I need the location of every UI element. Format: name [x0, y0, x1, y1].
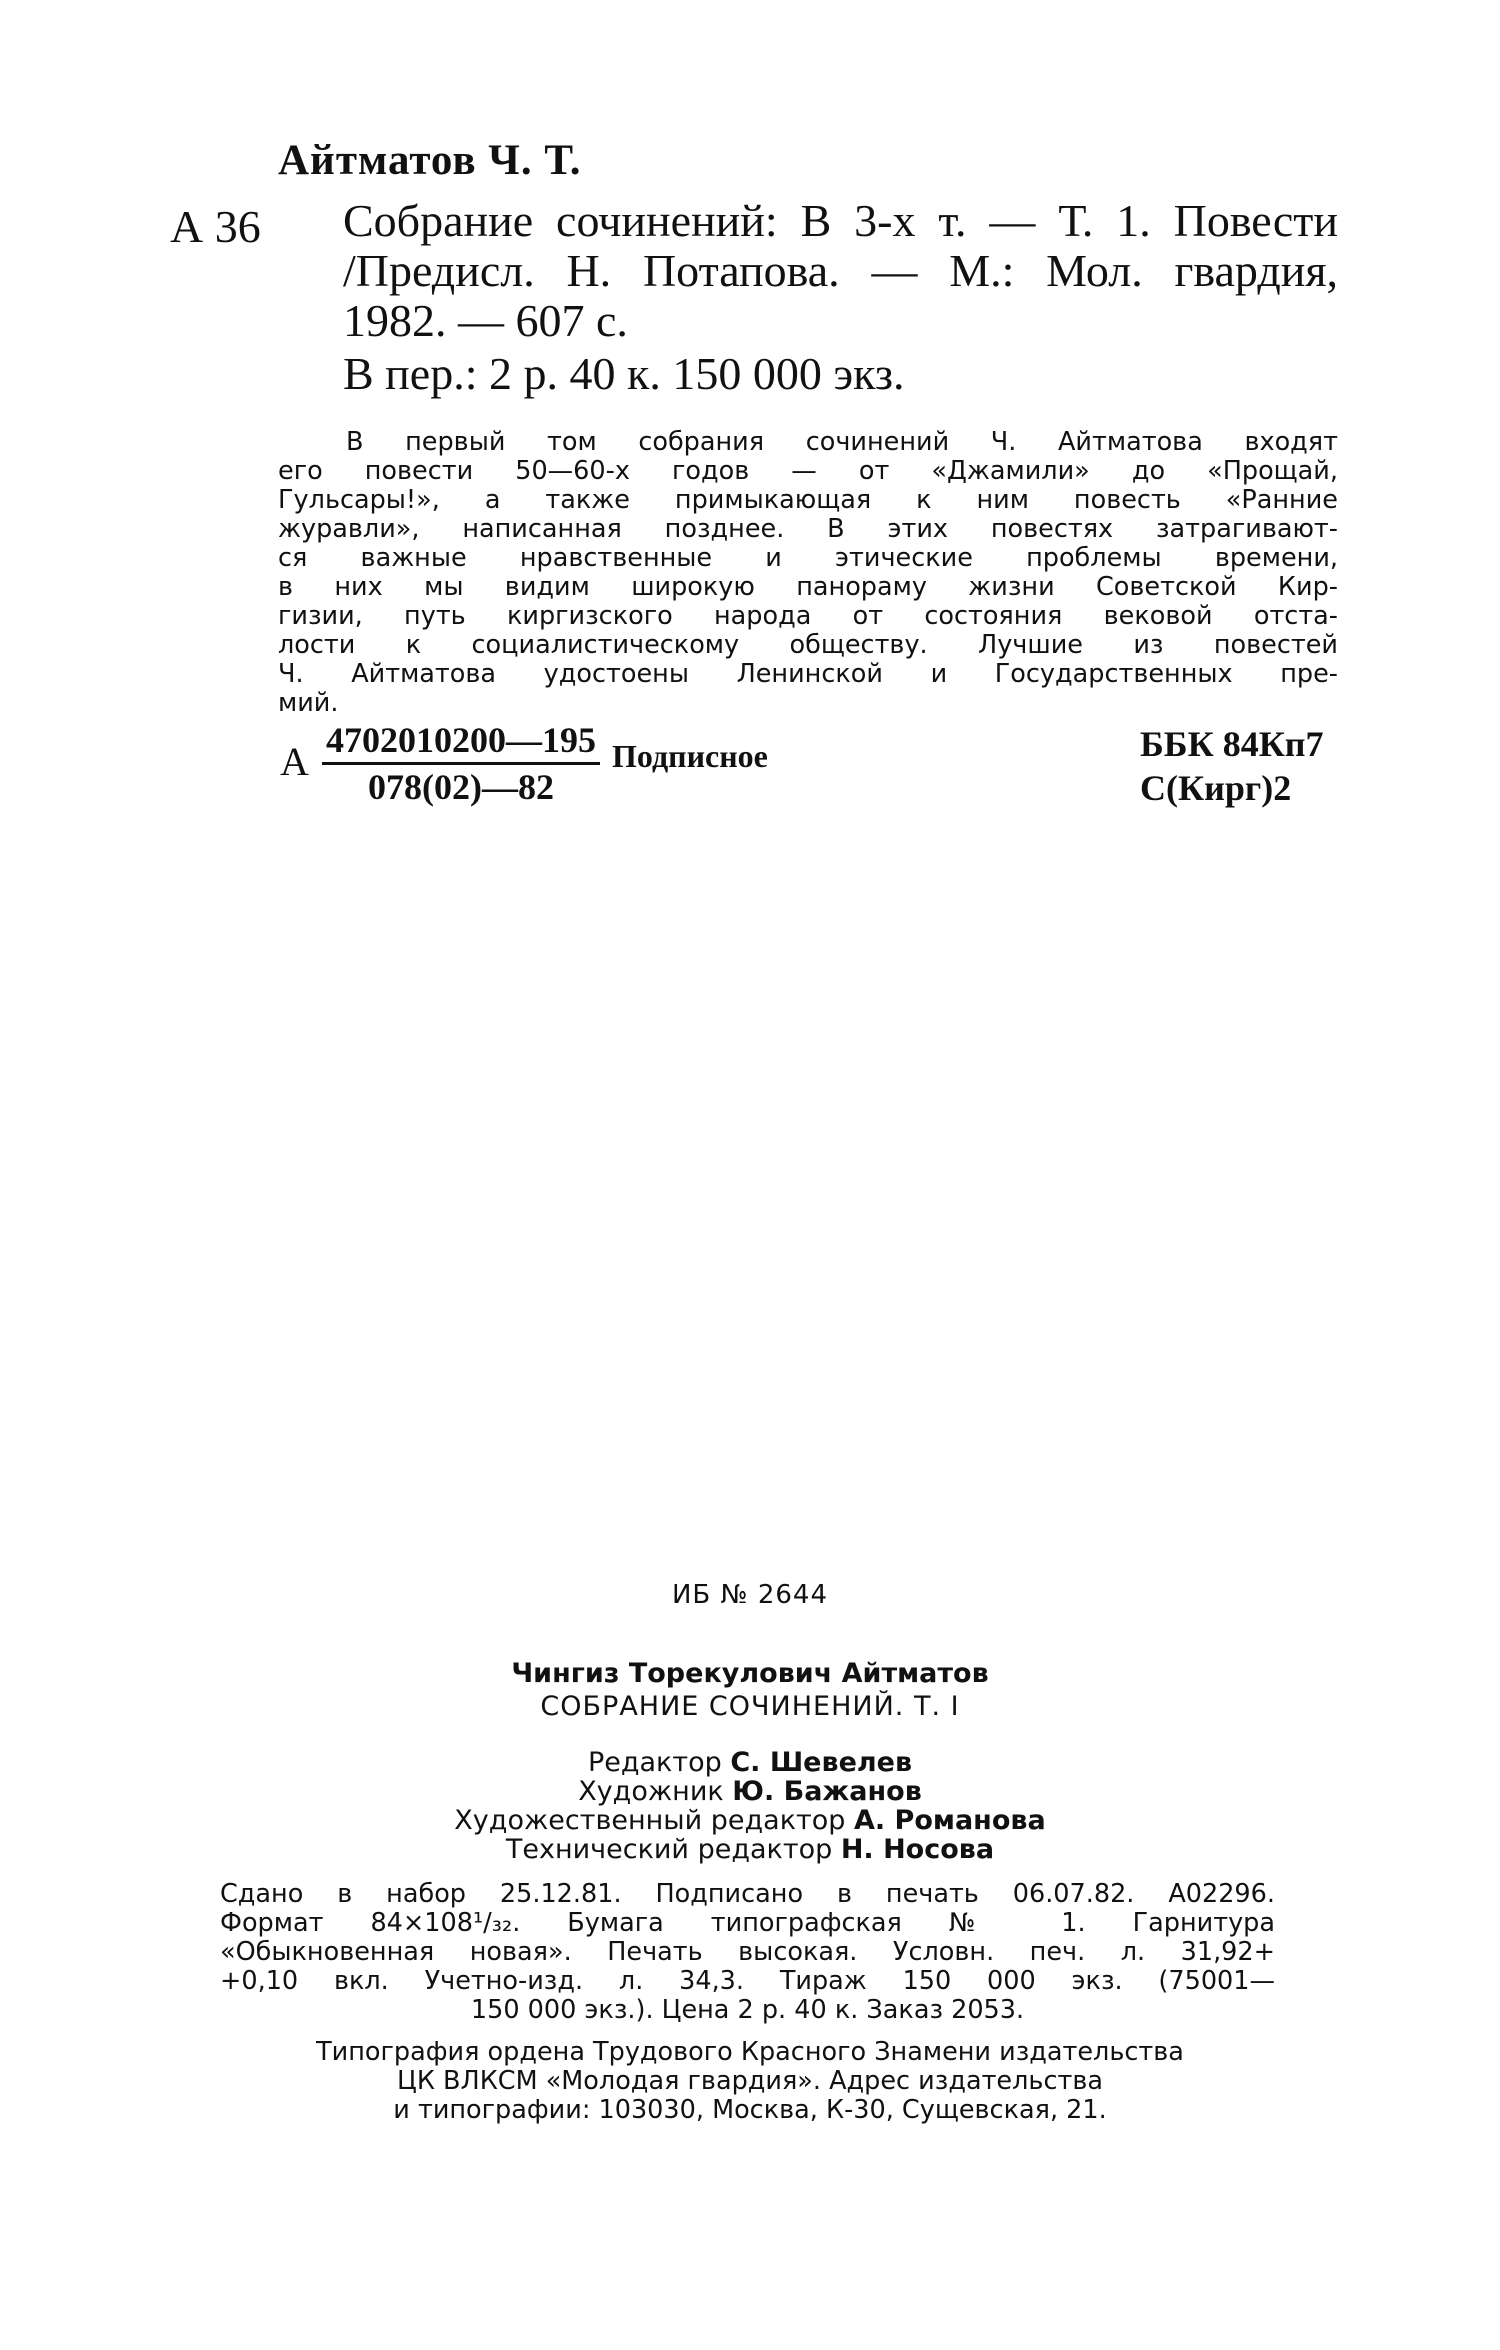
print-info-line: Сдано в набор 25.12.81. Подписано в печать 06.07.82. А02296. [220, 1879, 1275, 1909]
annotation-line: в них мы видим широкую панораму жизни Советской Кир- [278, 572, 1338, 602]
credit-art-editor: Художественный редактор А. Романова [454, 1805, 1046, 1836]
author-heading: Айтматов Ч. Т. [278, 137, 582, 184]
credit-artist: Художник Ю. Бажанов [578, 1776, 922, 1807]
printer-information [0, 2038, 1500, 2125]
bibliographic-title [343, 196, 1338, 346]
printer-info-line: ЦК ВЛКСМ «Молодая гвардия». Адрес издательства [397, 2066, 1103, 2096]
annotation-line: гизии, путь киргизского народа от состояния вековой отста- [278, 601, 1338, 631]
catalog-index-fraction [322, 718, 600, 809]
printer-info-line: Типография ордена Трудового Красного Знамени издательства [316, 2037, 1184, 2067]
catalog-denominator: 078(02)—82 [368, 767, 554, 807]
annotation-line: Гульсары!», а также примыкающая к ним повесть «Ранние [278, 485, 1338, 515]
credit-editor: Редактор С. Шевелев [587, 1747, 913, 1778]
title-line: /Предисл. Н. Потапова. — М.: Мол. гвардия, [343, 245, 1338, 296]
work-title: СОБРАНИЕ СОЧИНЕНИЙ. Т. I [540, 1691, 960, 1722]
print-info-line: +0,10 вкл. Учетно-изд. л. 34,3. Тираж 150 000 экз. (75001— [220, 1966, 1275, 1996]
print-info-line: «Обыкновенная новая». Печать высокая. Условн. печ. л. 31,92+ [220, 1937, 1275, 1967]
ib-number: ИБ № 2644 [671, 1580, 829, 1610]
annotation-line: лости к социалистическому обществу. Лучшие из повестей [278, 630, 1338, 660]
printer-info-line: и типографии: 103030, Москва, К-30, Сущевская, 21. [393, 2095, 1107, 2125]
shelf-code: А 36 [170, 201, 261, 252]
bbk-line: ББК 84Кп7 [1140, 724, 1324, 764]
annotation-line: его повести 50—60-х годов — от «Джамили» до «Прощай, [278, 456, 1338, 486]
annotation-line: мий. [278, 688, 339, 718]
annotation-line: Ч. Айтматова удостоены Ленинской и Государственных пре- [278, 659, 1338, 689]
annotation [278, 428, 1338, 718]
print-info-line: 150 000 экз.). Цена 2 р. 40 к. Заказ 2053. [470, 1995, 1025, 2025]
annotation-line: журавли», написанная позднее. В этих повестях затрагивают- [278, 514, 1338, 544]
colophon-credits [0, 1658, 1500, 1864]
bbk-classification [1140, 722, 1324, 810]
credit-roles [0, 1748, 1500, 1864]
title-line: 1982. — 607 с. [343, 295, 628, 346]
bbk-line: С(Кирг)2 [1140, 768, 1292, 808]
title-line: Собрание сочинений: В 3-х т. — Т. 1. Повести [343, 195, 1338, 246]
print-info-line: Формат 84×108¹/₃₂. Бумага типографская № 1. Гарнитура [220, 1908, 1275, 1938]
catalog-letter: А [280, 739, 309, 784]
subscription-label: Подписное [612, 738, 768, 774]
catalog-numerator: 4702010200—195 [322, 718, 600, 765]
price-and-print-run: В пер.: 2 р. 40 к. 150 000 экз. [343, 348, 905, 399]
print-information [220, 1880, 1275, 2025]
credit-technical-editor: Технический редактор Н. Носова [505, 1834, 995, 1865]
annotation-line: В первый том собрания сочинений Ч. Айтматова входят [346, 427, 1338, 457]
annotation-line: ся важные нравственные и этические проблемы времени, [278, 543, 1338, 573]
author-full-name: Чингиз Торекулович Айтматов [511, 1658, 989, 1689]
